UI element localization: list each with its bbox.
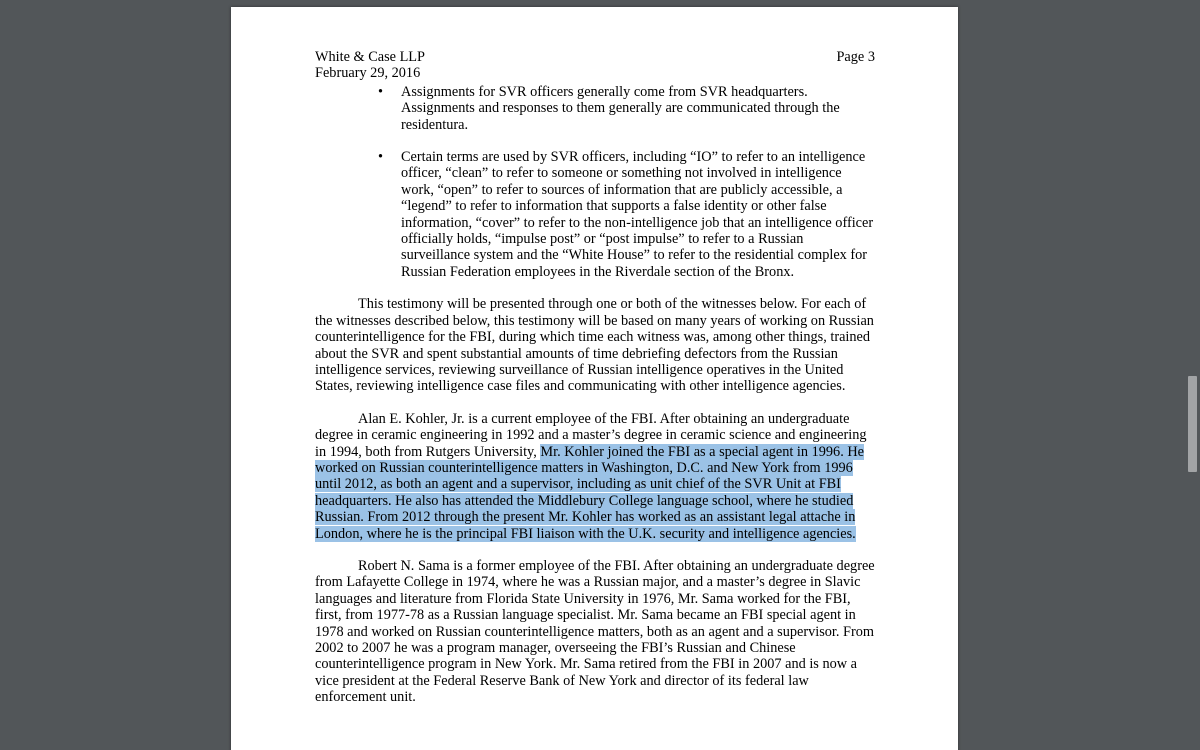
- bullet-text: Certain terms are used by SVR officers, including “IO” to refer to an intelligence officer, “clean” to refer to someone or something not involved in intelligence work, “open” to refer to sources of information that are publicly accessible, a “legend” to refer to information that supports a false identity or other false information, “cover” to refer to the non-intelligence job that an intelligence officer officially holds, “impulse post” or “post impulse” to refer to a Russian surveillance system and the “White House” to refer to the residential complex for Russian Federation employees in the Riverdale section of the Bronx.: [401, 149, 874, 280]
- bullet-text: Assignments for SVR officers generally come from SVR headquarters. Assignments and responses to them generally are communicated through the residentura.: [401, 83, 840, 133]
- kohler-paragraph[interactable]: [315, 411, 875, 542]
- bullet-icon: •: [378, 149, 384, 166]
- testimony-paragraph: This testimony will be presented through one or both of the witnesses below. For each of the witnesses described below, this testimony will be based on many years of working on Russian counterintelligence for the FBI, during which time each witness was, among other things, trained about the SVR and spent substantial amounts of time debriefing defectors from the Russian intelligence services, reviewing surveillance of Russian intelligence operatives in the United States, reviewing intelligence case files and communicating with other intelligence agencies.: [315, 296, 874, 395]
- header-left: [315, 49, 425, 82]
- firm-name: White & Case LLP: [315, 49, 425, 65]
- selected-text[interactable]: Mr. Kohler joined the FBI as a special agent in 1996. He worked on Russian counterintelligence matters in Washington, D.C. and New York from 1996 until 2012, as both an agent and a supervisor, including as unit chief of the SVR Unit at FBI headquarters. He also has attended the Middlebury College language school, where he studied Russian. From 2012 through the present Mr. Kohler has worked as an assistant legal attache in London, where he is the principal FBI liaison with the U.K. security and intelligence agencies.: [315, 443, 865, 542]
- letter-date: February 29, 2016: [315, 65, 421, 82]
- bullet-item-terms: [315, 149, 875, 280]
- bullet-list: [315, 84, 875, 280]
- scrollbar-thumb[interactable]: [1188, 376, 1197, 472]
- kohler-text: Alan E. Kohler, Jr. is a current employee of the FBI. After obtaining an undergraduate degree in ceramic engineering in 1992 and a master’s degree in ceramic science and engineering in 1994, both from Rutgers University,: [315, 410, 867, 460]
- vertical-scrollbar[interactable]: [1183, 0, 1200, 750]
- bullet-item-assignments: [315, 84, 875, 133]
- page-number: Page 3: [836, 49, 875, 65]
- sama-paragraph: Robert N. Sama is a former employee of the FBI. After obtaining an undergraduate degree from Lafayette College in 1974, where he was a Russian major, and a master’s degree in Slavic languages and literature from Florida State University in 1976, Mr. Sama worked for the FBI, first, from 1977-78 as a Russian language specialist. Mr. Sama became an FBI special agent in 1978 and worked on Russian counterintelligence matters, both as an agent and a supervisor. From 2002 to 2007 he was a program manager, overseeing the FBI’s Russian and Chinese counterintelligence program in New York. Mr. Sama retired from the FBI in 2007 and is now a vice president at the Federal Reserve Bank of New York and director of its federal law enforcement unit.: [315, 557, 875, 706]
- page-header: [315, 49, 875, 82]
- page-content: [315, 49, 875, 722]
- document-page: [231, 7, 958, 750]
- bullet-icon: •: [378, 83, 384, 100]
